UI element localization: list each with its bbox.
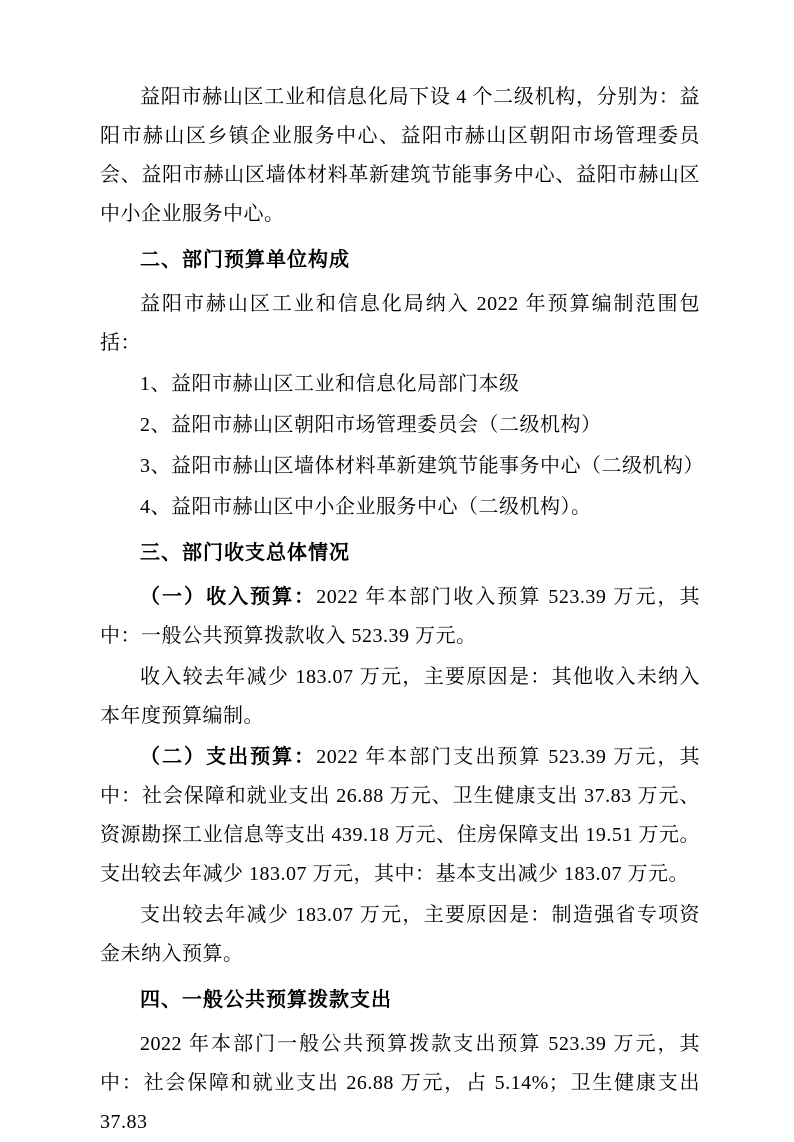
paragraph-income-budget — [100, 578, 700, 656]
paragraph-expenditure-budget-lead: （二）支出预算： — [140, 746, 317, 768]
heading-section-4-general-public-budget-expenditure: 四、一般公共预算拨款支出 — [140, 989, 392, 1011]
list-item-3-wall-material-center: 3、益阳市赫山区墙体材料革新建筑节能事务中心（二级机构） — [140, 455, 704, 477]
list-item-4-sme-service-center: 4、益阳市赫山区中小企业服务中心（二级机构）。 — [140, 496, 592, 518]
paragraph-income-decrease-reason: 收入较去年减少 183.07 万元，主要原因是：其他收入未纳入本年度预算编制。 — [100, 666, 700, 727]
list-item-1-department-level: 1、益阳市赫山区工业和信息化局部门本级 — [140, 373, 520, 395]
paragraph-expenditure-decrease-reason: 支出较去年减少 183.07 万元，主要原因是：制造强省专项资金未纳入预算。 — [100, 904, 700, 965]
paragraph-budget-scope: 益阳市赫山区工业和信息化局纳入 2022 年预算编制范围包括： — [100, 293, 700, 354]
list-item-2-market-management-committee: 2、益阳市赫山区朝阳市场管理委员会（二级机构） — [140, 414, 602, 436]
paragraph-income-budget-body: 2022 年本部门收入预算 523.39 万元，其中：一般公共预算拨款收入 523.39 万元。 — [100, 586, 701, 647]
heading-section-2-budget-unit-composition: 二、部门预算单位构成 — [140, 249, 350, 271]
heading-section-3-revenue-expenditure-overview: 三、部门收支总体情况 — [140, 542, 350, 564]
paragraph-income-budget-lead: （一）收入预算： — [140, 586, 317, 608]
paragraph-expenditure-budget-body: 2022 年本部门支出预算 523.39 万元，其中：社会保障和就业支出 26.88 万元、卫生健康支出 37.83 万元、资源勘探工业信息等支出 439.18 万元、住房保障支出 19.51 万元。支出较去年减少 183.07 万元，其中：基本支出减少 183.07 万元。 — [100, 746, 701, 885]
paragraph-subordinate-organs: 益阳市赫山区工业和信息化局下设 4 个二级机构，分别为：益阳市赫山区乡镇企业服务中心、益阳市赫山区朝阳市场管理委员会、益阳市赫山区墙体材料革新建筑节能事务中心、益阳市赫山区中小企业服务中心。 — [100, 86, 700, 225]
paragraph-expenditure-budget — [100, 738, 700, 894]
paragraph-general-budget-expenditure: 2022 年本部门一般公共预算拨款支出预算 523.39 万元，其中：社会保障和就业支出 26.88 万元，占 5.14%；卫生健康支出 37.83 — [100, 1033, 700, 1133]
